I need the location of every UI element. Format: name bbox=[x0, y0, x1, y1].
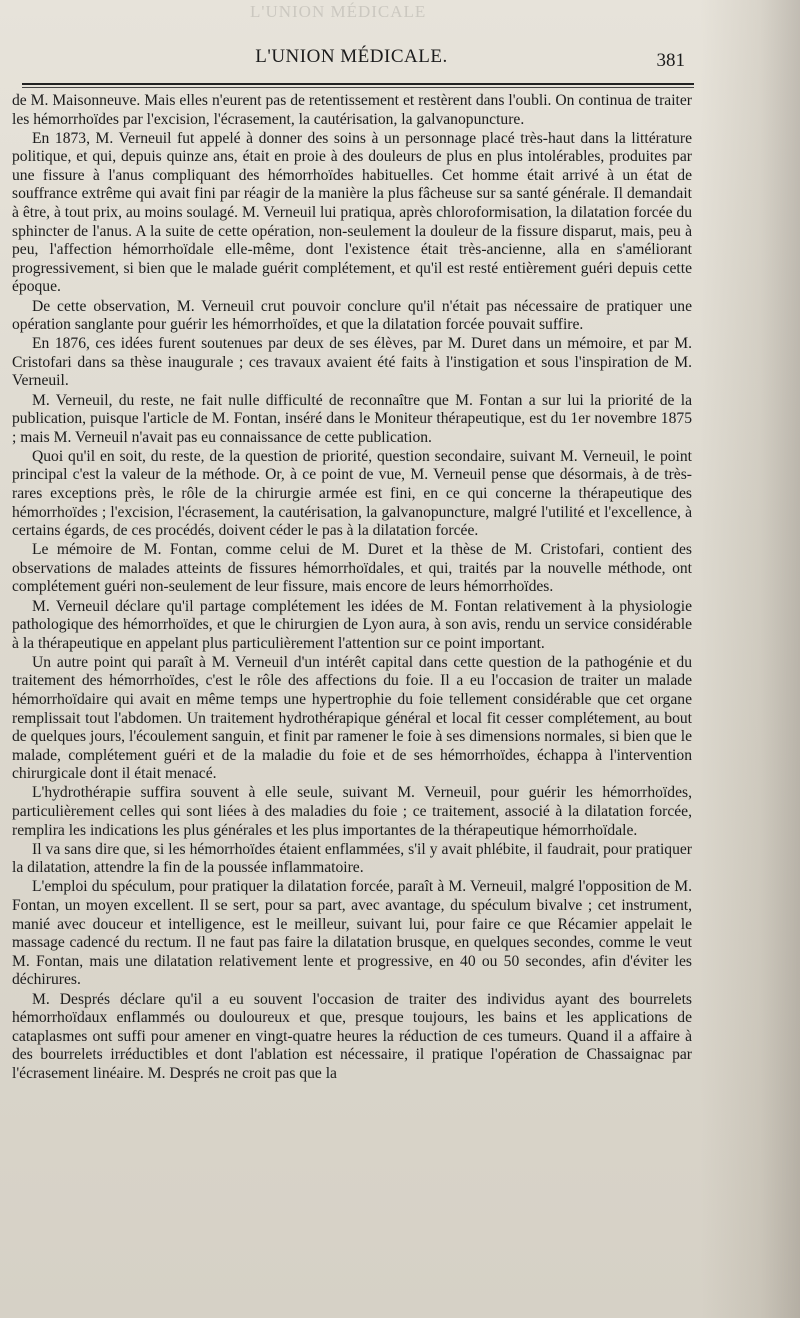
header-rule bbox=[22, 83, 694, 85]
paragraph: L'emploi du spéculum, pour pratiquer la dilatation forcée, paraît à M. Verneuil, malgré l'opposition de M. Fontan, un moyen excellent. Il se sert, pour sa part, avec avantage, du spéculum bivalve ; cet instrument, manié avec douceur et intelligence, est le meilleur, suivant lui, pour faire ce que Récamier appelait le massage cadencé du rectum. Il ne faut pas faire la dilatation brusque, en quelques secondes, comme le veut M. Fontan, mais une dilatation relativement lente et progressive, en 40 ou 50 secondes, afin d'éviter les déchirures. bbox=[12, 878, 692, 989]
paragraph: En 1876, ces idées furent soutenues par deux de ses élèves, par M. Duret dans un mémoire, et par M. Cristofari dans sa thèse inaugurale ; ces travaux avaient été faits à l'instigation et sous l'inspiration de M. Verneuil. bbox=[12, 335, 692, 390]
paragraph: de M. Maisonneuve. Mais elles n'eurent pas de retentissement et restèrent dans l'oubli. On continua de traiter les hémorrhoïdes par l'excision, l'écrasement, la cautérisation, la galvanopuncture. bbox=[12, 92, 692, 128]
paragraph: Le mémoire de M. Fontan, comme celui de M. Duret et la thèse de M. Cristofari, contient des observations de malades atteints de fissures hémorrhoïdales, et qui, traités par la nouvelle méthode, ont complétement guéri non-seulement de leur fissure, mais encore de leurs hémorrhoïdes. bbox=[12, 541, 692, 596]
body-text bbox=[12, 92, 692, 1083]
page-number: 381 bbox=[656, 50, 685, 71]
page-header bbox=[10, 46, 693, 74]
bleed-through-header: L'UNION MÉDICALE bbox=[250, 2, 427, 21]
header-rule-thin bbox=[22, 87, 694, 88]
paragraph: Un autre point qui paraît à M. Verneuil d'un intérêt capital dans cette question de la pathogénie et du traitement des hémorrhoïdes, c'est le rôle des affections du foie. Il a eu l'occasion de traiter un malade hémorrhoïdaire qui avait en même temps une hypertrophie du foie tellement considérable que cet organe remplissait tout l'abdomen. Un traitement hydrothérapique général et local fit cesser complétement, au bout de quelques jours, l'écoulement sanguin, et finit par ramener le foie à ses dimensions normales, si bien que le malade, complétement guéri et de la maladie du foie et de ses hémorrhoïdes, échappa à l'intervention chirurgicale dont il était menacé. bbox=[12, 653, 692, 783]
paragraph: M. Verneuil déclare qu'il partage complétement les idées de M. Fontan relativement à la physiologie pathologique des hémorrhoïdes, et que le chirurgien de Lyon aura, à son avis, rendu un service considérable à la thérapeutique en appelant plus particulièrement l'attention sur ce point important. bbox=[12, 597, 692, 652]
paragraph: En 1873, M. Verneuil fut appelé à donner des soins à un personnage placé très-haut dans la littérature politique, et qui, depuis quinze ans, était en proie à des douleurs de plus en plus intolérables, produites par une fissure à l'anus compliquant des hémorrhoïdes habituelles. Cet homme était arrivé à un état de souffrance extrême qui avait fini par réagir de la manière la plus fâcheuse sur sa santé générale. Il demandait à être, à tout prix, au moins soulagé. M. Verneuil lui pratiqua, après chloroformisation, la dilatation forcée du sphincter de l'anus. A la suite de cette opération, non-seulement la douleur de la fissure disparut, mais, peu à peu, l'affection hémorrhoïdale elle-même, dont l'existence était très-ancienne, alla en s'améliorant progressivement, si bien que le malade guérit complétement, et qu'il est resté entièrement guéri depuis cette époque. bbox=[12, 129, 693, 296]
paragraph: De cette observation, M. Verneuil crut pouvoir conclure qu'il n'était pas nécessaire de pratiquer une opération sanglante pour guérir les hémorrhoïdes, et que la dilatation forcée pouvait suffire. bbox=[12, 297, 692, 334]
paragraph: Quoi qu'il en soit, du reste, de la question de priorité, question secondaire, suivant M. Verneuil, le point principal c'est la valeur de la méthode. Or, à ce point de vue, M. Verneuil pense que désormais, à de très-rares exceptions près, le rôle de la chirurgie armée est fini, en ce qui concerne la thérapeutique des hémorrhoïdes ; l'excision, l'écrasement, la cautérisation, la galvanopuncture, malgré l'utilité et l'excellence, à certains égards, de ces procédés, doivent céder le pas à la dilatation forcée. bbox=[12, 447, 692, 540]
running-title: L'UNION MÉDICALE. bbox=[255, 46, 448, 67]
paragraph: M. Verneuil, du reste, ne fait nulle difficulté de reconnaître que M. Fontan a sur lui la priorité de la publication, puisque l'article de M. Fontan, inséré dans le Moniteur thérapeutique, est du 1er novembre 1875 ; mais M. Verneuil n'avait pas eu connaissance de cette publication. bbox=[12, 391, 692, 446]
page-edge-shadow bbox=[700, 0, 800, 1318]
paragraph: Il va sans dire que, si les hémorrhoïdes étaient enflammées, s'il y avait phlébite, il faudrait, pour pratiquer la dilatation, attendre la fin de la poussée inflammatoire. bbox=[12, 840, 692, 877]
paragraph: L'hydrothérapie suffira souvent à elle seule, suivant M. Verneuil, pour guérir les hémorrhoïdes, particulièrement celles qui sont liées à des maladies du foie ; ce traitement, associé à la dilatation forcée, remplira les indications les plus générales et les plus importantes de la thérapeutique hémorrhoïdale. bbox=[12, 784, 692, 839]
paragraph: M. Després déclare qu'il a eu souvent l'occasion de traiter des individus ayant des bourrelets hémorrhoïdaux enflammés ou douloureux et que, presque toujours, les bains et les applications de cataplasmes ont suffi pour amener en vingt-quatre heures la réduction de ces tumeurs. Quand il a affaire à des bourrelets irréductibles et dont l'ablation est nécessaire, il pratique l'opération de Chassaignac par l'écrasement linéaire. M. Després ne croit pas que la bbox=[12, 990, 692, 1082]
